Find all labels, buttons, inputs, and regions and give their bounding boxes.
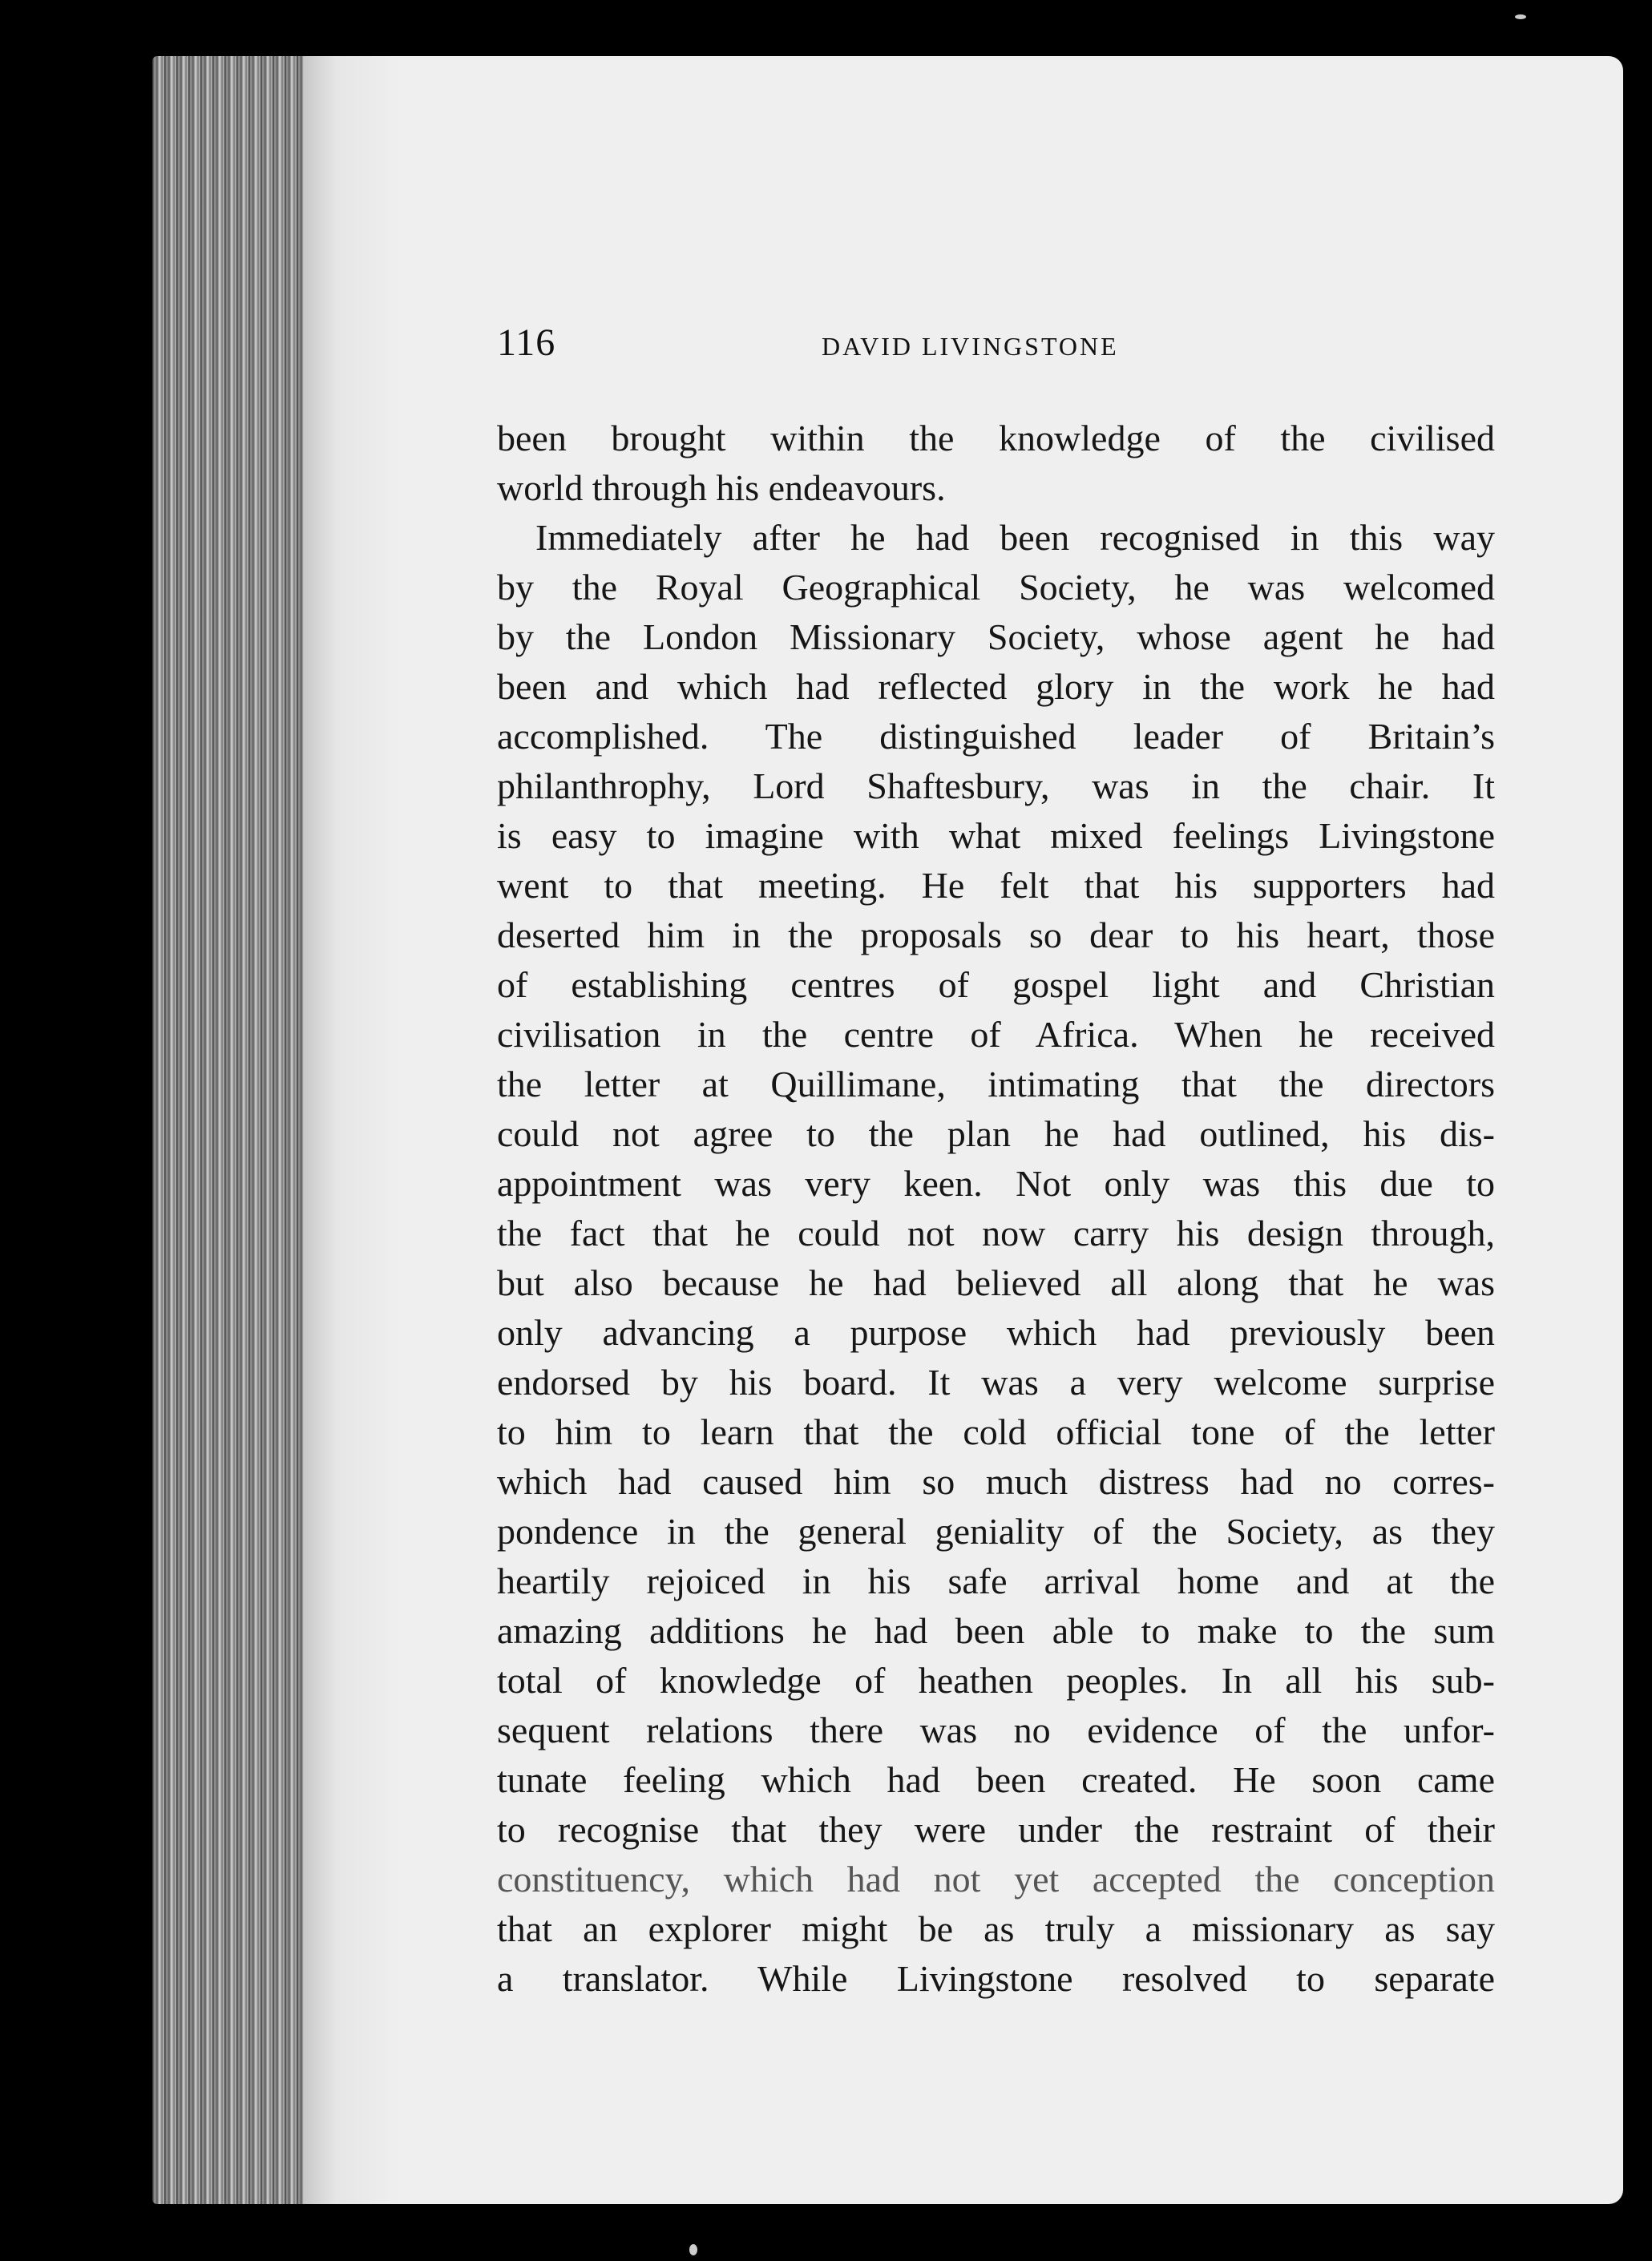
text-line: but also because he had believed all along that he was xyxy=(497,1262,1495,1303)
text-line: constituency, which had not yet accepted the conception xyxy=(497,1859,1495,1900)
text-line: the letter at Quillimane, intimating that the directors xyxy=(497,1064,1495,1104)
text-line: that an explorer might be as truly a missionary as say xyxy=(497,1908,1495,1949)
text-line: been brought within the knowledge of the civilised xyxy=(497,418,1495,458)
body-text xyxy=(497,414,1495,2004)
text-line: philanthrophy, Lord Shaftesbury, was in the chair. It xyxy=(497,765,1495,806)
text-line: endorsed by his board. It was a very welcome surprise xyxy=(497,1362,1495,1403)
text-line: by the London Missionary Society, whose agent he had xyxy=(497,616,1495,657)
text-line: is easy to imagine with what mixed feelings Livingstone xyxy=(497,815,1495,856)
page-header xyxy=(497,321,1495,377)
text-line: appointment was very keen. Not only was this due to xyxy=(497,1163,1495,1204)
text-line: total of knowledge of heathen peoples. In all his sub- xyxy=(497,1660,1495,1701)
text-line: a translator. While Livingstone resolved to separate xyxy=(497,1958,1495,1999)
page-number: 116 xyxy=(497,321,556,364)
scan-speck xyxy=(1515,14,1526,19)
text-line: by the Royal Geographical Society, he was welcomed xyxy=(497,567,1495,608)
text-line: been and which had reflected glory in the work he had xyxy=(497,666,1495,707)
text-line: deserted him in the proposals so dear to his heart, those xyxy=(497,914,1495,955)
text-line: pondence in the general geniality of the Society, as they xyxy=(497,1511,1495,1552)
text-line: could not agree to the plan he had outlined, his dis- xyxy=(497,1113,1495,1154)
scan-speck xyxy=(689,2244,697,2255)
text-line: sequent relations there was no evidence of the unfor- xyxy=(497,1710,1495,1750)
text-line: tunate feeling which had been created. He soon came xyxy=(497,1759,1495,1800)
text-line: to recognise that they were under the restraint of their xyxy=(497,1809,1495,1850)
text-line: which had caused him so much distress had no corres- xyxy=(497,1461,1495,1502)
running-head: DAVID LIVINGSTONE xyxy=(822,332,1119,361)
text-line: world through his endeavours. xyxy=(497,467,946,508)
text-line: accomplished. The distinguished leader of Britain’s xyxy=(497,716,1495,757)
text-line: heartily rejoiced in his safe arrival home and at the xyxy=(497,1560,1495,1601)
text-line: of establishing centres of gospel light and Christian xyxy=(497,964,1495,1005)
text-line: only advancing a purpose which had previously been xyxy=(497,1312,1495,1353)
text-line: civilisation in the centre of Africa. When he received xyxy=(497,1014,1495,1055)
text-line: went to that meeting. He felt that his supporters had xyxy=(497,865,1495,906)
page-edges xyxy=(152,56,313,2204)
text-line: the fact that he could not now carry his design through, xyxy=(497,1213,1495,1254)
text-line: Immediately after he had been recognised in this way xyxy=(535,517,1495,558)
text-line: to him to learn that the cold official tone of the letter xyxy=(497,1411,1495,1452)
text-line: amazing additions he had been able to make to the sum xyxy=(497,1610,1495,1651)
